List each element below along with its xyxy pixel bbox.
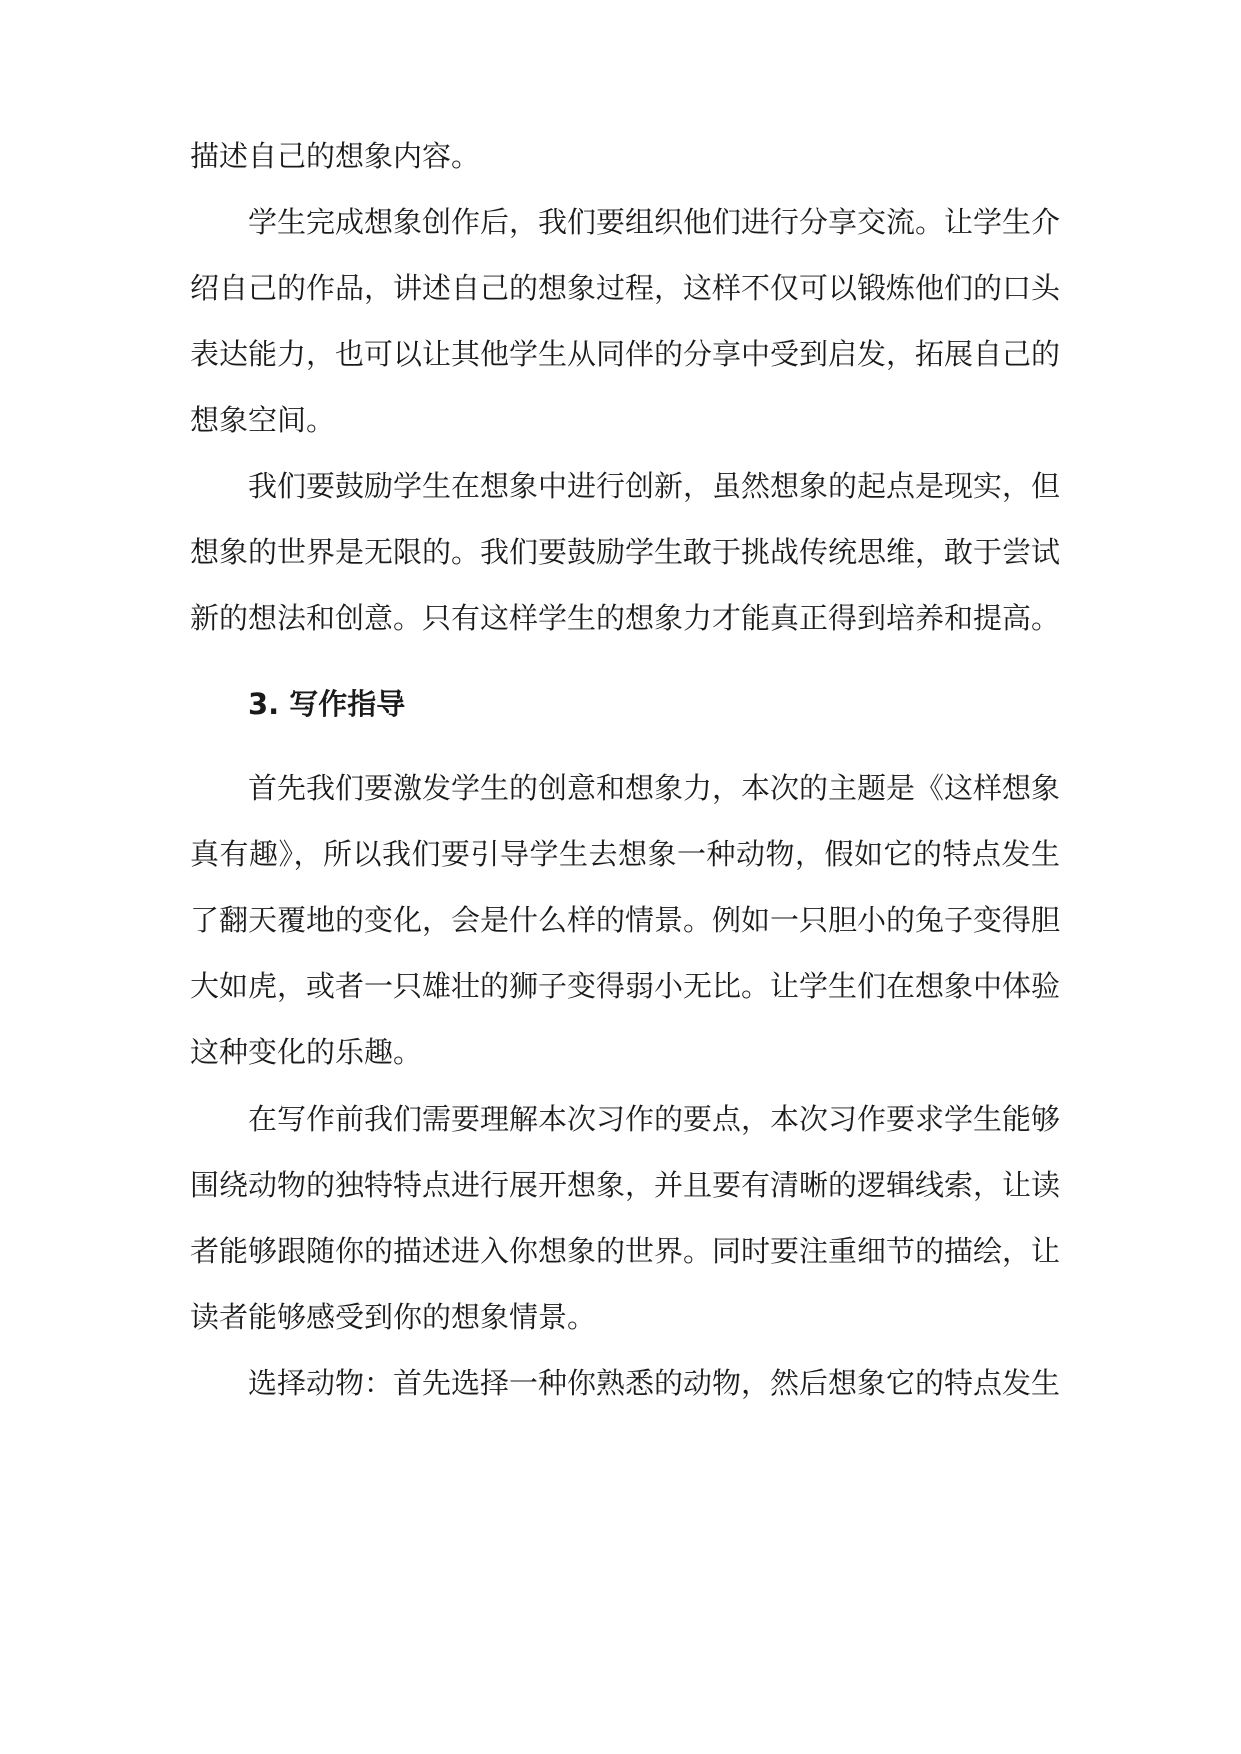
- paragraph-line: 了翻天覆地的变化，会是什么样的情景。例如一只胆小的兔子变得胆: [190, 903, 1060, 937]
- paragraph-line: 者能够跟随你的描述进入你想象的世界。同时要注重细节的描绘，让: [190, 1234, 1060, 1268]
- paragraph-line: 读者能够感受到你的想象情景。: [190, 1300, 597, 1334]
- paragraph-line: 描述自己的想象内容。: [190, 139, 481, 173]
- paragraph-line: 新的想法和创意。只有这样学生的想象力才能真正得到培养和提高。: [190, 601, 1060, 635]
- paragraph-line: 围绕动物的独特特点进行展开想象，并且要有清晰的逻辑线索，让读: [190, 1168, 1060, 1202]
- paragraph-line: 想象空间。: [190, 403, 336, 437]
- paragraph-line: 学生完成想象创作后，我们要组织他们进行分享交流。让学生介: [248, 205, 1060, 239]
- paragraph-line: 首先我们要激发学生的创意和想象力，本次的主题是《这样想象: [248, 771, 1060, 805]
- paragraph-line: 想象的世界是无限的。我们要鼓励学生敢于挑战传统思维，敢于尝试: [190, 535, 1060, 569]
- paragraph-line: 这种变化的乐趣。: [190, 1035, 423, 1069]
- paragraph-line: 绍自己的作品，讲述自己的想象过程，这样不仅可以锻炼他们的口头: [190, 271, 1060, 305]
- paragraph-line: 选择动物：首先选择一种你熟悉的动物，然后想象它的特点发生: [248, 1366, 1060, 1400]
- paragraph-line: 我们要鼓励学生在想象中进行创新，虽然想象的起点是现实，但: [248, 469, 1060, 503]
- paragraph-line: 在写作前我们需要理解本次习作的要点，本次习作要求学生能够: [248, 1102, 1060, 1136]
- paragraph-line: 大如虎，或者一只雄壮的狮子变得弱小无比。让学生们在想象中体验: [190, 969, 1060, 1003]
- paragraph-line: 真有趣》，所以我们要引导学生去想象一种动物，假如它的特点发生: [190, 837, 1060, 871]
- paragraph-line: 表达能力，也可以让其他学生从同伴的分享中受到启发，拓展自己的: [190, 337, 1060, 371]
- section-heading: 3. 写作指导: [248, 687, 406, 721]
